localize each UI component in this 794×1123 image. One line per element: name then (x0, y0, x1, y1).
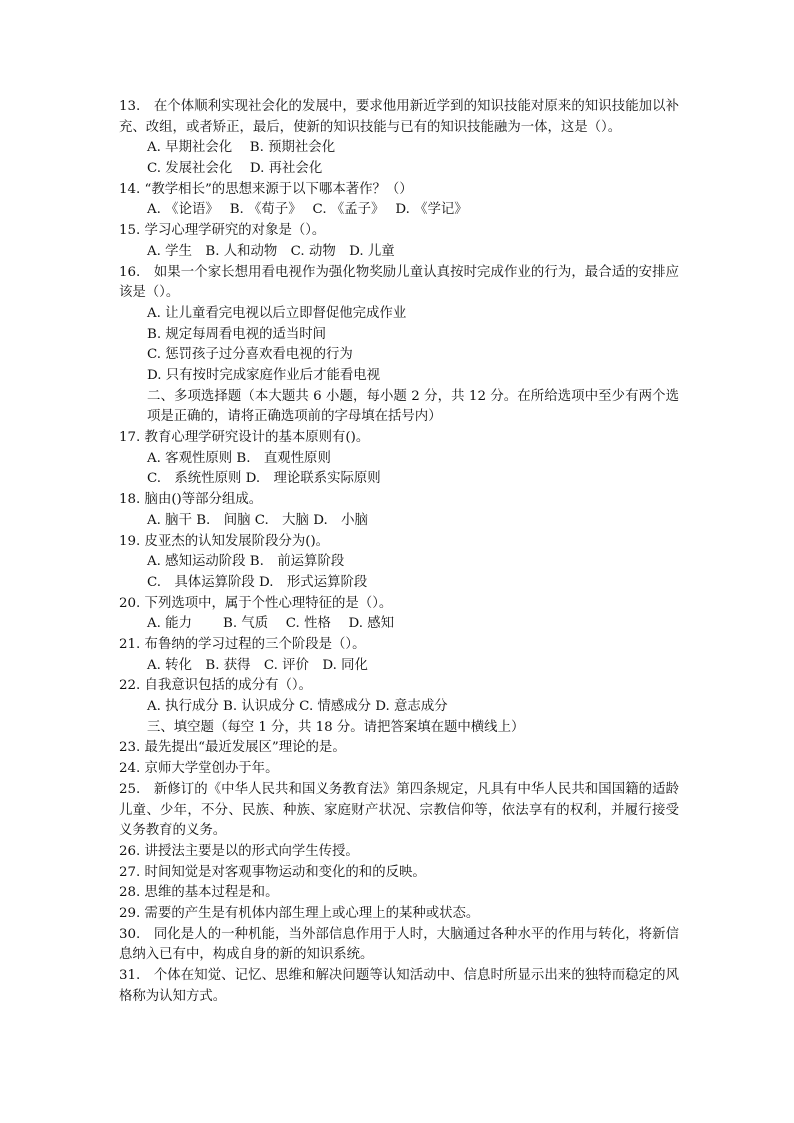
answer-options: B. 规定每周看电视的适当时间 (147, 326, 327, 342)
answer-options: A. 执行成分 B. 认识成分 C. 情感成分 D. 意志成分 (147, 699, 448, 715)
exam-content (119, 97, 679, 1007)
answer-options: C. 系统性原则 D. 理论联系实际原则 (147, 471, 381, 487)
section-heading: 二、多项选择题（本大题共 6 小题，每小题 2 分，共 12 分。在所给选项中至少有两个选项是正确的，请将正确选项前的字母填在括号内） (147, 388, 679, 425)
question-text: 14. “教学相长”的思想来源于以下哪本著作？（） (119, 181, 413, 197)
question-text: 19. 皮亚杰的认知发展阶段分为()。 (119, 533, 330, 549)
question-text: 27. 时间知觉是对客观事物运动和变化的和的反映。 (119, 864, 426, 880)
question-text: 26. 讲授法主要是以的形式向学生传授。 (119, 843, 359, 859)
answer-options: A. 脑干 B. 间脑 C. 大脑 D. 小脑 (147, 512, 368, 528)
question-text: 16. 如果一个家长想用看电视作为强化物奖励儿童认真按时完成作业的行为，最合适的安排应该是（）。 (119, 264, 679, 301)
question-text: 15. 学习心理学研究的对象是（）。 (119, 223, 326, 239)
answer-options: A. 转化 B. 获得 C. 评价 D. 同化 (147, 657, 368, 673)
question-text: 24. 京师大学堂创办于年。 (119, 761, 279, 777)
question-text: 18. 脑由()等部分组成。 (119, 492, 263, 508)
answer-options: A. 《论语》 B. 《荀子》 C. 《孟子》 D. 《学记》 (147, 202, 468, 218)
question-text: 28. 思维的基本过程是和。 (119, 885, 279, 901)
question-text: 22. 自我意识包括的成分有（）。 (119, 678, 312, 694)
question-text: 25. 新修订的《中华人民共和国义务教育法》第四条规定，凡具有中华人民共和国国籍的适龄儿童、少年，不分、民族、种族、家庭财产状况、宗教信仰等，依法享有的权利，并履行接受义务教育的义务。 (119, 781, 679, 839)
question-text: 13. 在个体顺利实现社会化的发展中，要求他用新近学到的知识技能对原来的知识技能加以补充、改组，或者矫正，最后，使新的知识技能与已有的知识技能融为一体，这是（）。 (119, 99, 679, 135)
question-text: 17. 教育心理学研究设计的基本原则有()。 (119, 430, 370, 446)
answer-options: A. 能力 B. 气质 C. 性格 D. 感知 (147, 616, 395, 632)
question-text: 21. 布鲁纳的学习过程的三个阶段是（）。 (119, 636, 366, 652)
answer-options: D. 只有按时完成家庭作业后才能看电视 (147, 368, 381, 383)
answer-options: A. 感知运动阶段 B. 前运算阶段 (147, 554, 345, 570)
question-text: 29. 需要的产生是有机体内部生理上或心理上的某种或状态。 (119, 905, 480, 921)
answer-options: A. 学生 B. 人和动物 C. 动物 D. 儿童 (147, 243, 395, 259)
answer-options: C. 惩罚孩子过分喜欢看电视的行为 (147, 347, 353, 363)
question-text: 31. 个体在知觉、记忆、思维和解决问题等认知活动中、信息时所显示出来的独特而稳定的风格称为认知方式。 (119, 968, 679, 1004)
answer-options: C. 发展社会化 D. 再社会化 (147, 161, 323, 177)
answer-options: A. 让儿童看完电视以后立即督促他完成作业 (147, 305, 407, 321)
section-heading: 三、填空题（每空 1 分，共 18 分。请把答案填在题中横线上） (147, 719, 525, 735)
question-text: 20. 下列选项中，属于个性心理特征的是（）。 (119, 595, 393, 611)
question-text: 30. 同化是人的一种机能，当外部信息作用于人时，大脑通过各种水平的作用与转化，将新信息纳入已有中，构成自身的新的知识系统。 (119, 926, 679, 963)
answer-options: A. 早期社会化 B. 预期社会化 (147, 140, 336, 156)
question-text: 23. 最先提出“最近发展区”理论的是。 (119, 740, 346, 756)
answer-options: C. 具体运算阶段 D. 形式运算阶段 (147, 574, 368, 590)
answer-options: A. 客观性原则 B. 直观性原则 (147, 450, 331, 466)
